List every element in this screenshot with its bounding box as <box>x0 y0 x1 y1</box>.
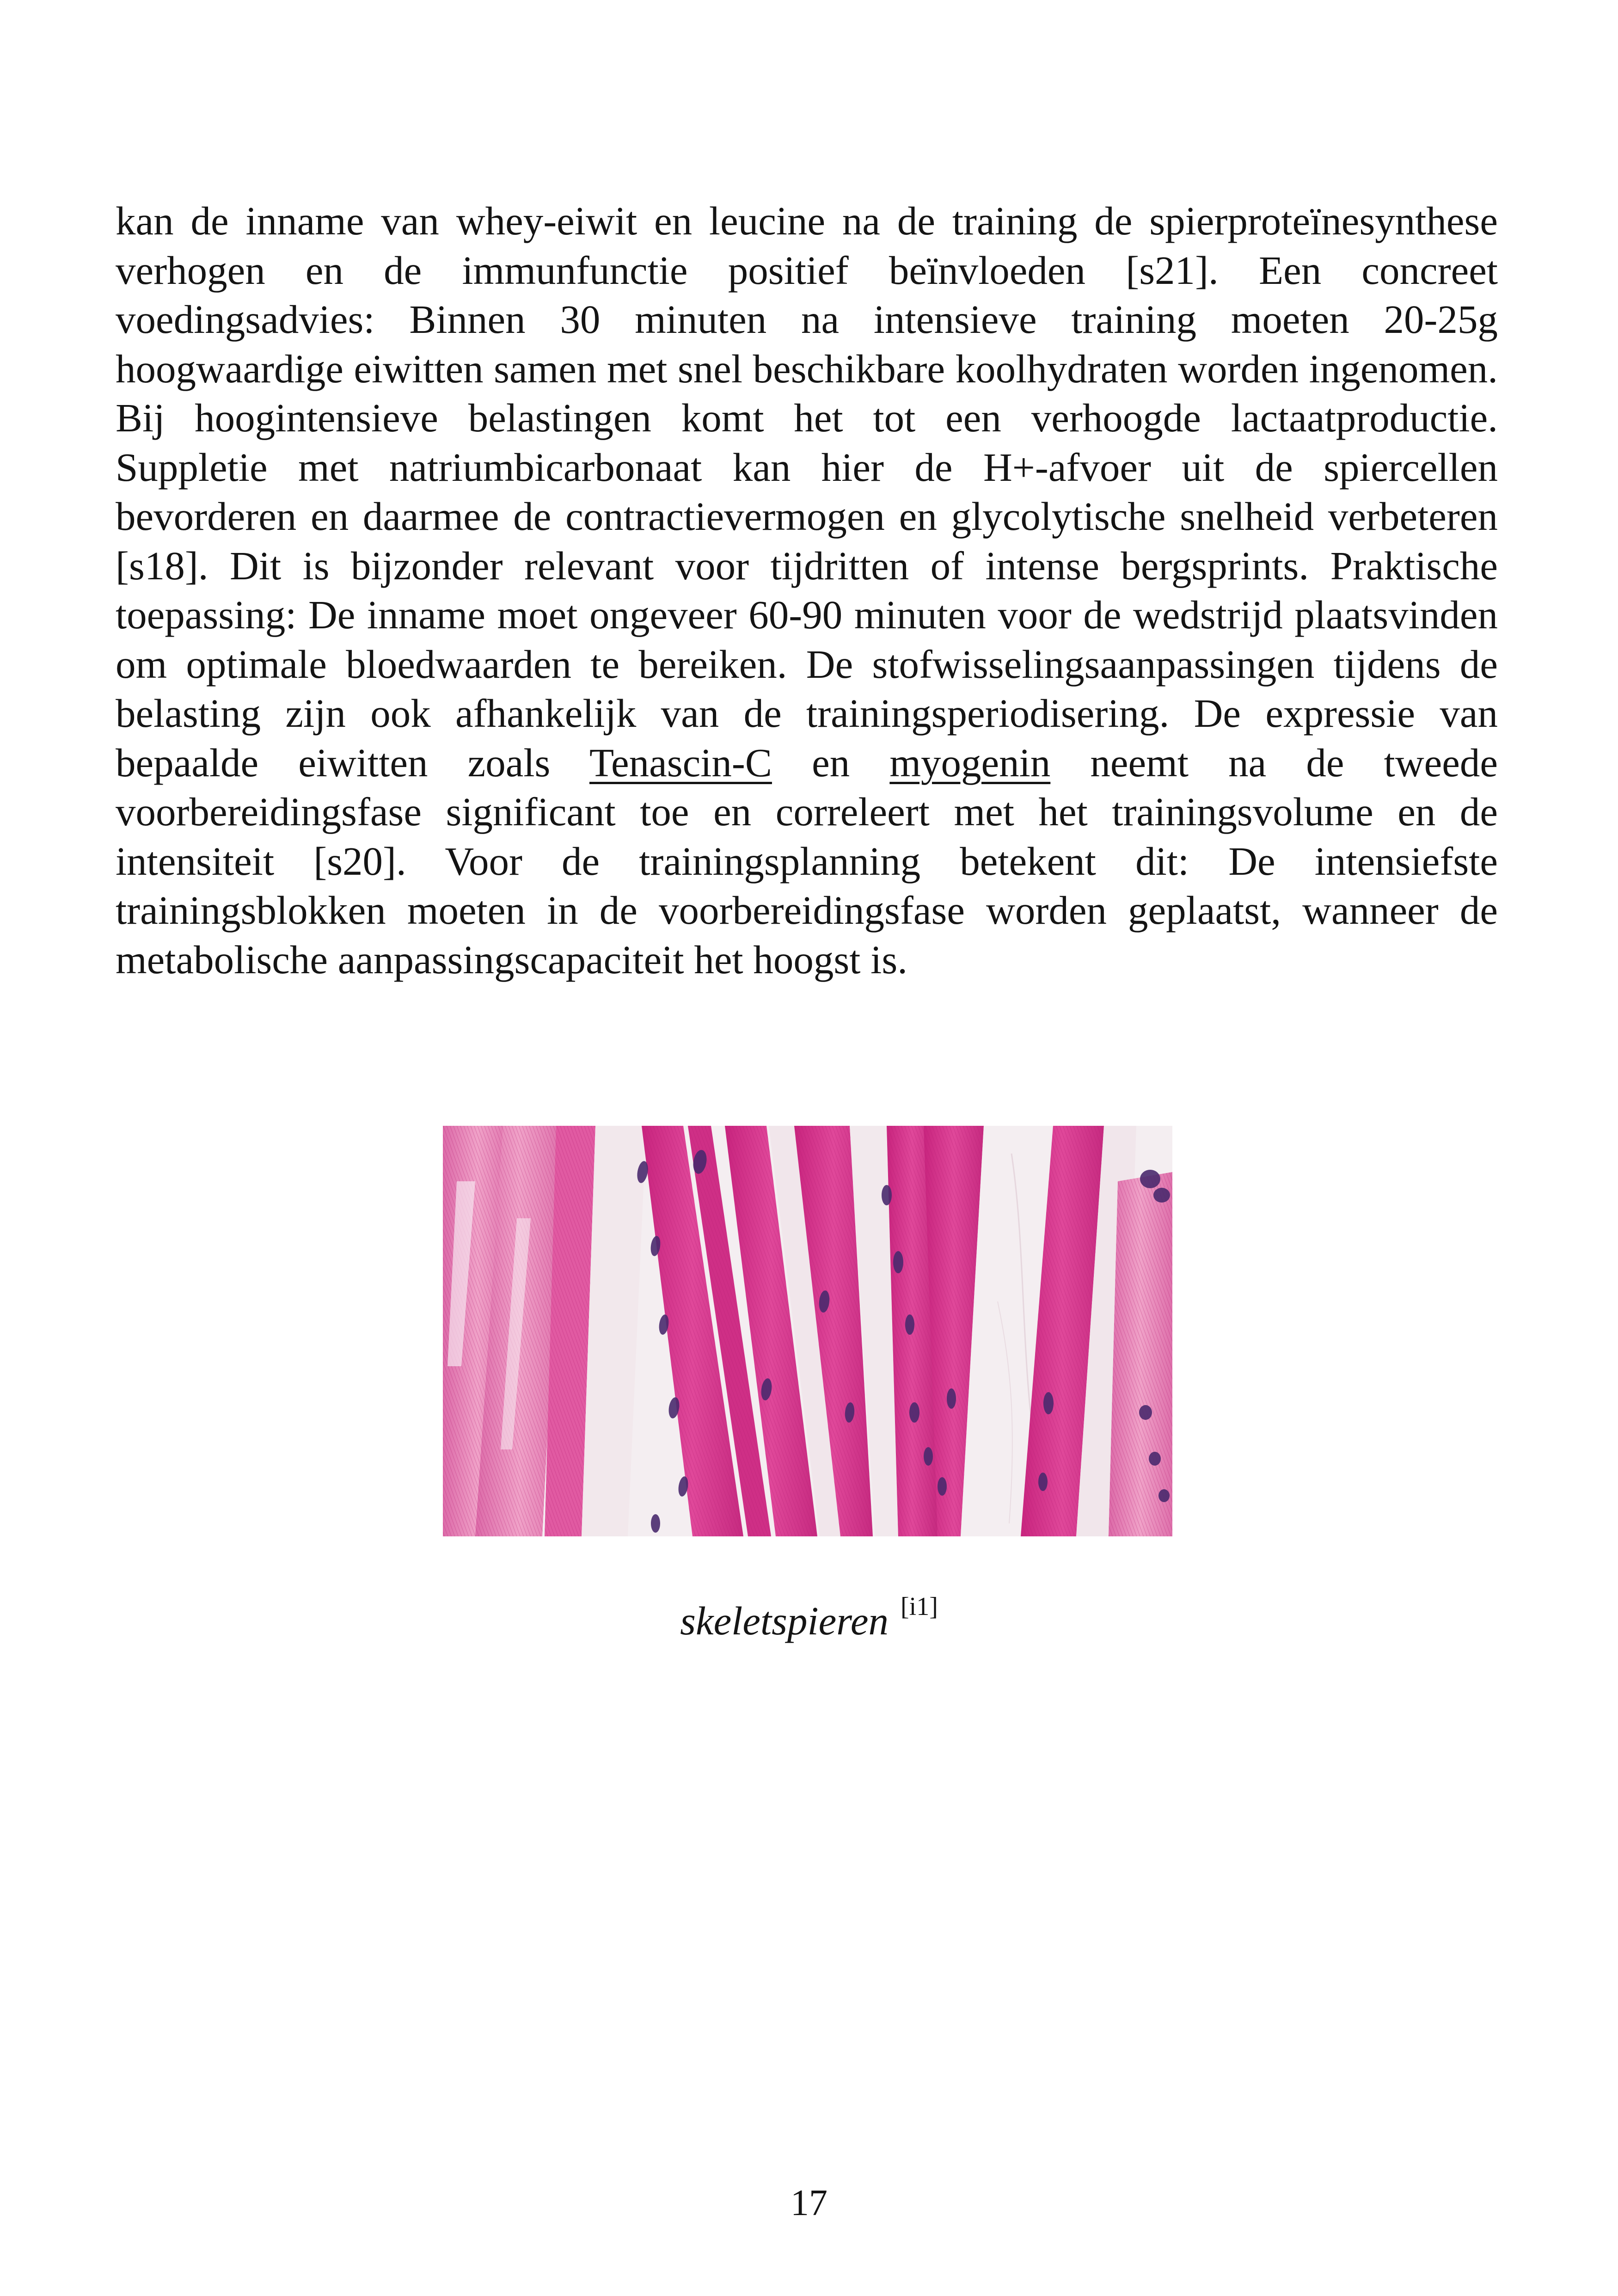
paragraph-text-part-2: en <box>772 740 890 785</box>
page-number: 17 <box>791 2183 827 2223</box>
paragraph-text-part-1: kan de inname van whey-eiwit en leucine na de training de spierproteïnesynthese verhogen en de immunfunctie positief beïnvloeden [s21]. Een concreet voedingsadvies: Binnen 30 minuten na intensieve training moeten 20-25g hoogwaardige eiwitten samen met snel beschikbare koolhydraten worden ingenomen. Bij hoogintensieve belastingen komt het tot een verhoogde lactaatproductie. Suppletie met natriumbicarbonaat kan hier de H+-afvoer uit de spiercellen bevorderen en daarmee de contractievermogen en glycolytische snelheid verbeteren [s18]. Dit is bijzonder relevant voor tijdritten of intense bergsprints. Praktische toepassing: De inname moet ongeveer 60-90 minuten voor de wedstrijd plaatsvinden om optimale bloedwaarden te bereiken. De stofwisselingsaanpassingen tijdens de belasting zijn ook afhankelijk van de trainingsperiodisering. De expressie van bepaalde eiwitten zoals <box>116 198 1498 785</box>
caption-reference[interactable]: [i1] <box>901 1592 938 1621</box>
link-tenascin-c[interactable]: Tenascin-C <box>589 740 772 785</box>
micrograph-image <box>443 1126 1172 1536</box>
caption-text: skeletspieren <box>680 1598 889 1643</box>
paragraph-text-part-3: neemt na de tweede voorbereidingsfase significant toe en correleert met het trainingsvolume en de intensiteit [s20]. Voor de trainingsplanning betekent dit: De intensiefste trainingsblokken moeten in de voorbereidingsfase worden geplaatst, wanneer de metabolische aanpassingscapaciteit het hoogst is. <box>116 740 1498 982</box>
body-paragraph <box>116 196 1498 984</box>
link-myogenin[interactable]: myogenin <box>889 740 1051 785</box>
figure-caption <box>0 1581 1618 1646</box>
skeletal-muscle-micrograph <box>443 1126 1172 1536</box>
